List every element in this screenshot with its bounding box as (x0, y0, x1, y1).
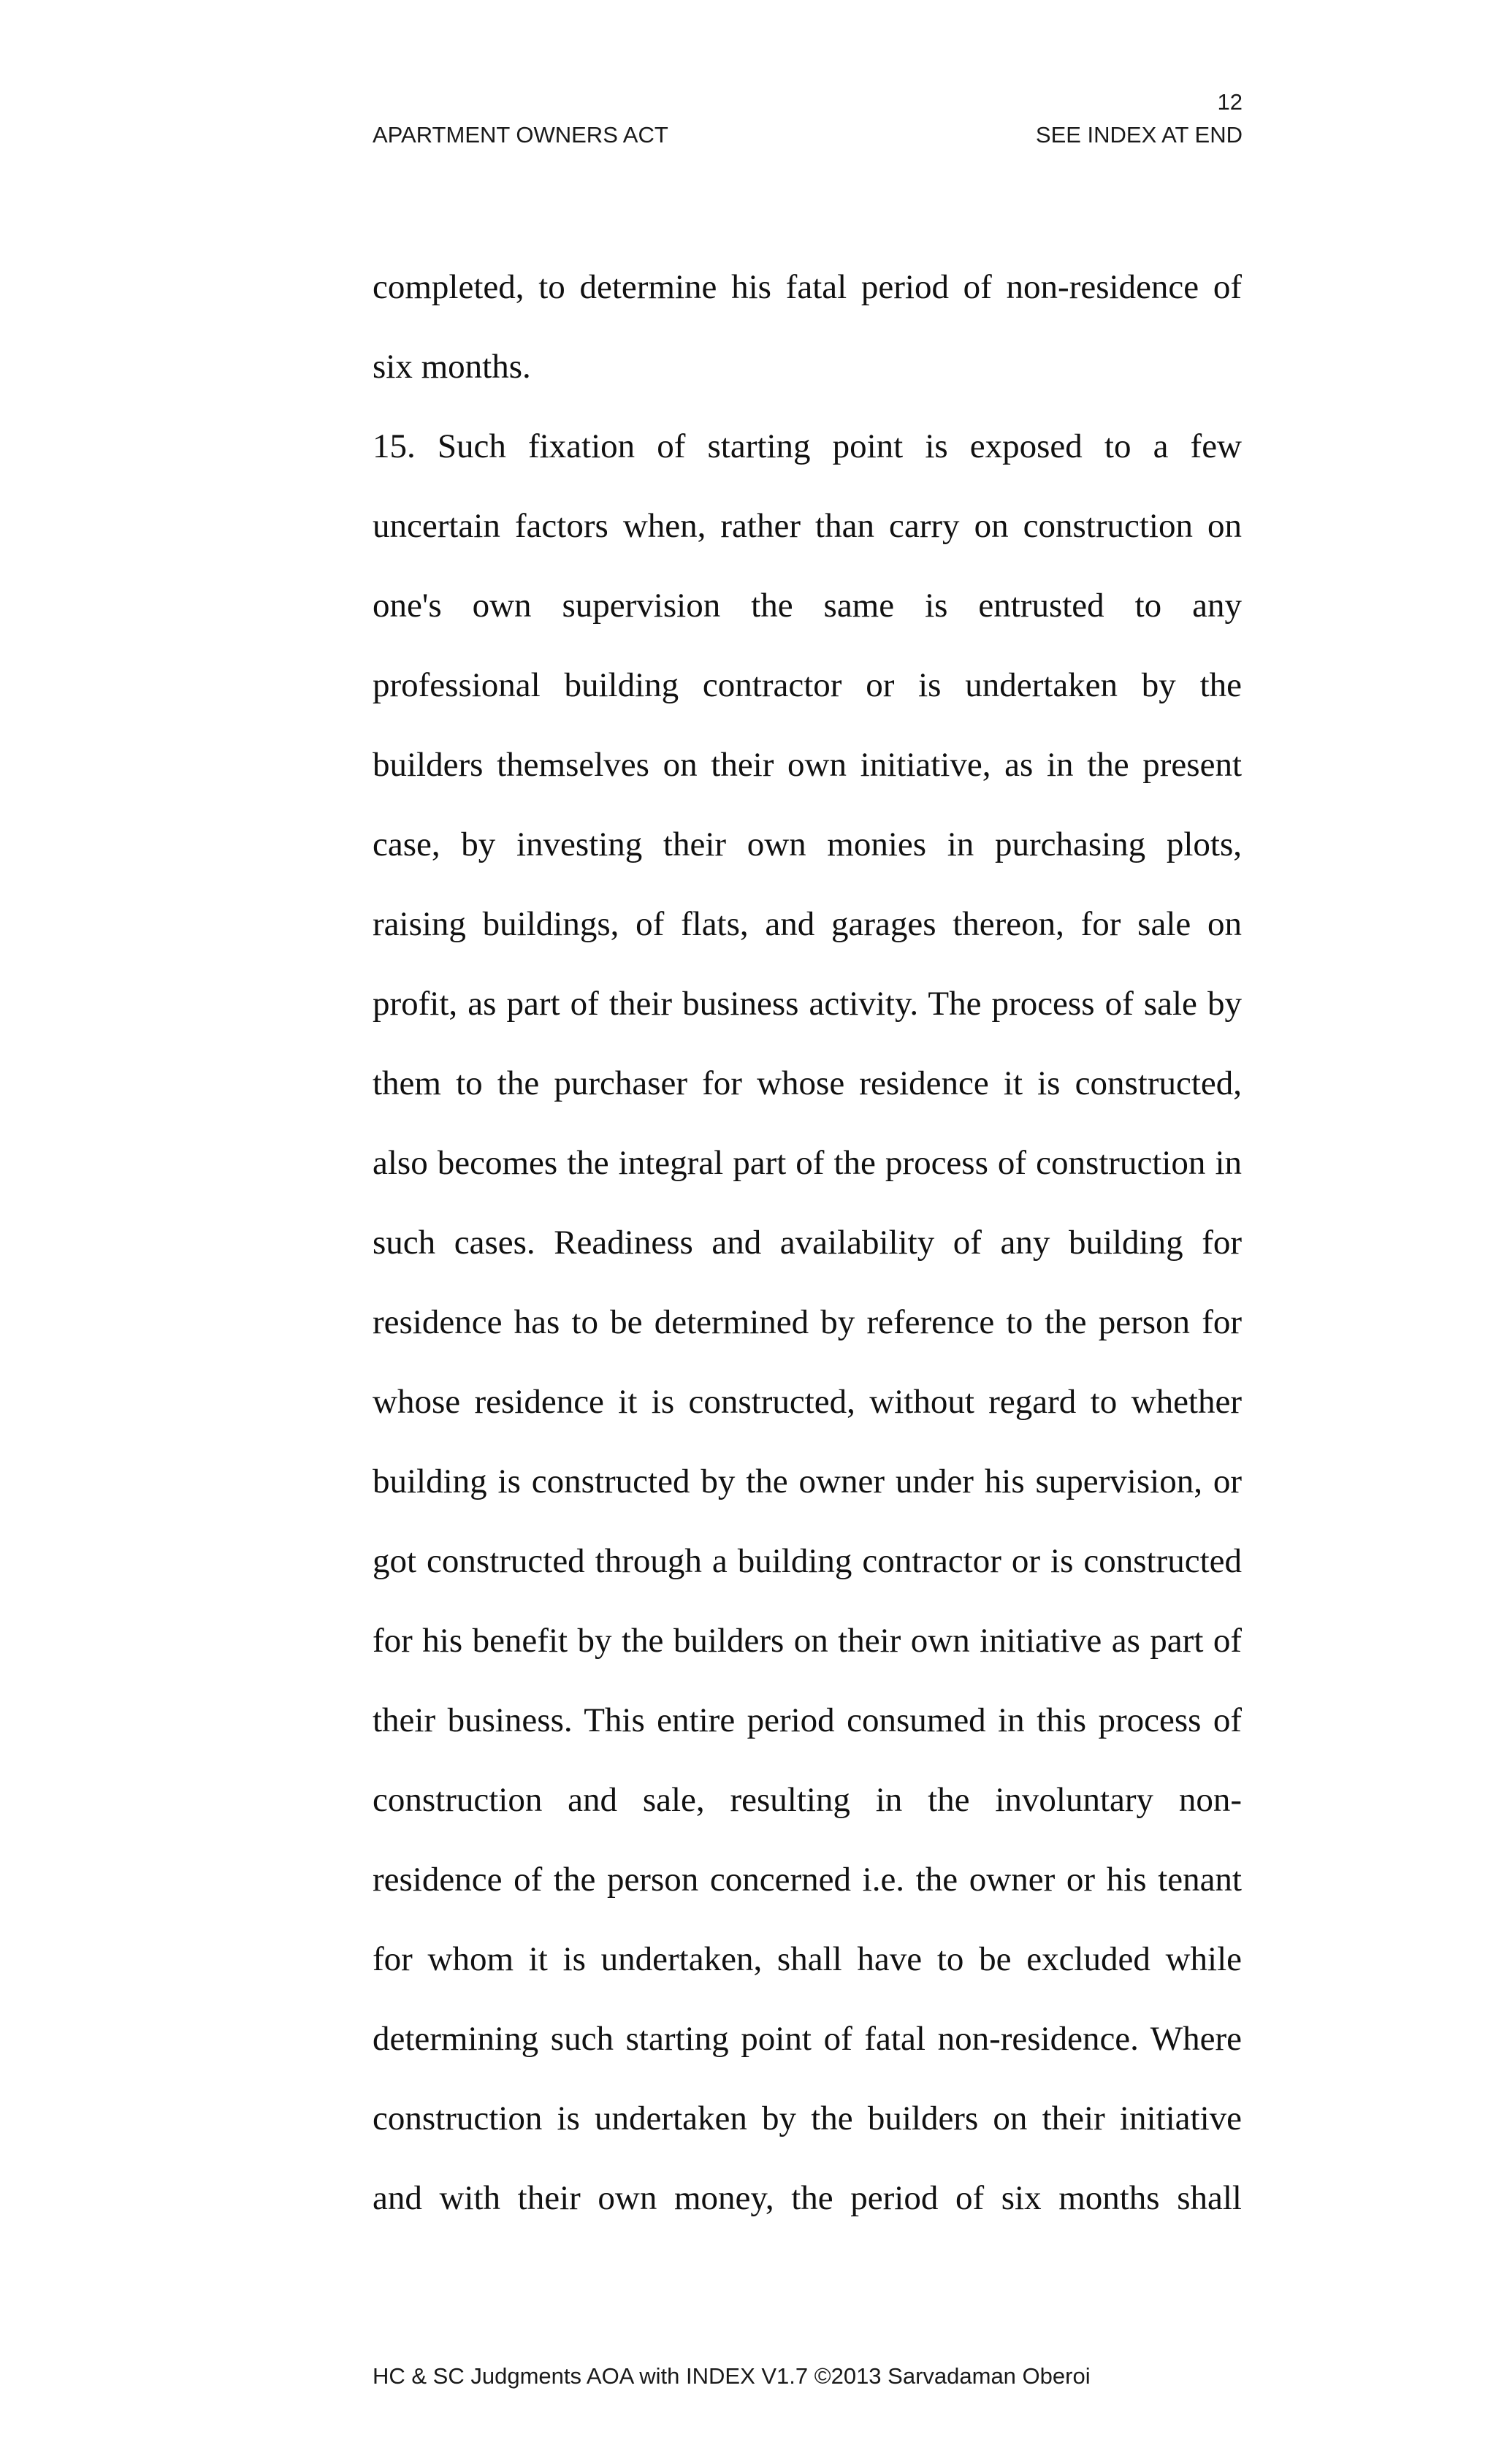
body-line: whose residence it is constructed, without regard to whether (373, 1383, 1242, 1421)
running-header-left: APARTMENT OWNERS ACT (373, 122, 668, 148)
body-line: construction and sale, resulting in the involuntary non- (373, 1781, 1242, 1819)
body-line: one's own supervision the same is entrusted to any (373, 587, 1242, 625)
body-line: for whom it is undertaken, shall have to be excluded while (373, 1940, 1242, 1978)
paragraph-15-start: 15. Such fixation of starting point is exposed to a few (373, 427, 1242, 465)
body-line: and with their own money, the period of six months shall (373, 2179, 1242, 2217)
body-line: case, by investing their own monies in purchasing plots, (373, 825, 1242, 863)
body-line: building is constructed by the owner under his supervision, or (373, 1462, 1242, 1500)
body-line: raising buildings, of flats, and garages thereon, for sale on (373, 905, 1242, 943)
body-line: uncertain factors when, rather than carry on construction on (373, 507, 1242, 545)
body-line: construction is undertaken by the builders on their initiative (373, 2099, 1242, 2137)
page-footer: HC & SC Judgments AOA with INDEX V1.7 ©2013 Sarvadaman Oberoi (373, 2363, 1091, 2389)
body-line: determining such starting point of fatal non-residence. Where (373, 2020, 1242, 2058)
body-line: professional building contractor or is undertaken by the (373, 666, 1242, 704)
body-line: their business. This entire period consumed in this process of (373, 1701, 1242, 1739)
body-line: also becomes the integral part of the process of construction in (373, 1144, 1242, 1182)
running-header-right: SEE INDEX AT END (1035, 122, 1243, 148)
body-line: builders themselves on their own initiative, as in the present (373, 746, 1242, 784)
body-line: such cases. Readiness and availability of any building for (373, 1224, 1242, 1262)
body-line: profit, as part of their business activity. The process of sale by (373, 985, 1242, 1023)
body-line: residence has to be determined by reference to the person for (373, 1303, 1242, 1341)
body-line: them to the purchaser for whose residence it is constructed, (373, 1064, 1242, 1102)
body-line: for his benefit by the builders on their own initiative as part of (373, 1622, 1242, 1660)
body-line: six months. (373, 348, 531, 386)
body-line: got constructed through a building contractor or is constructed (373, 1542, 1242, 1580)
page-number: 12 (1217, 89, 1243, 115)
body-line: completed, to determine his fatal period of non-residence of (373, 268, 1242, 306)
body-line: residence of the person concerned i.e. the owner or his tenant (373, 1861, 1242, 1899)
